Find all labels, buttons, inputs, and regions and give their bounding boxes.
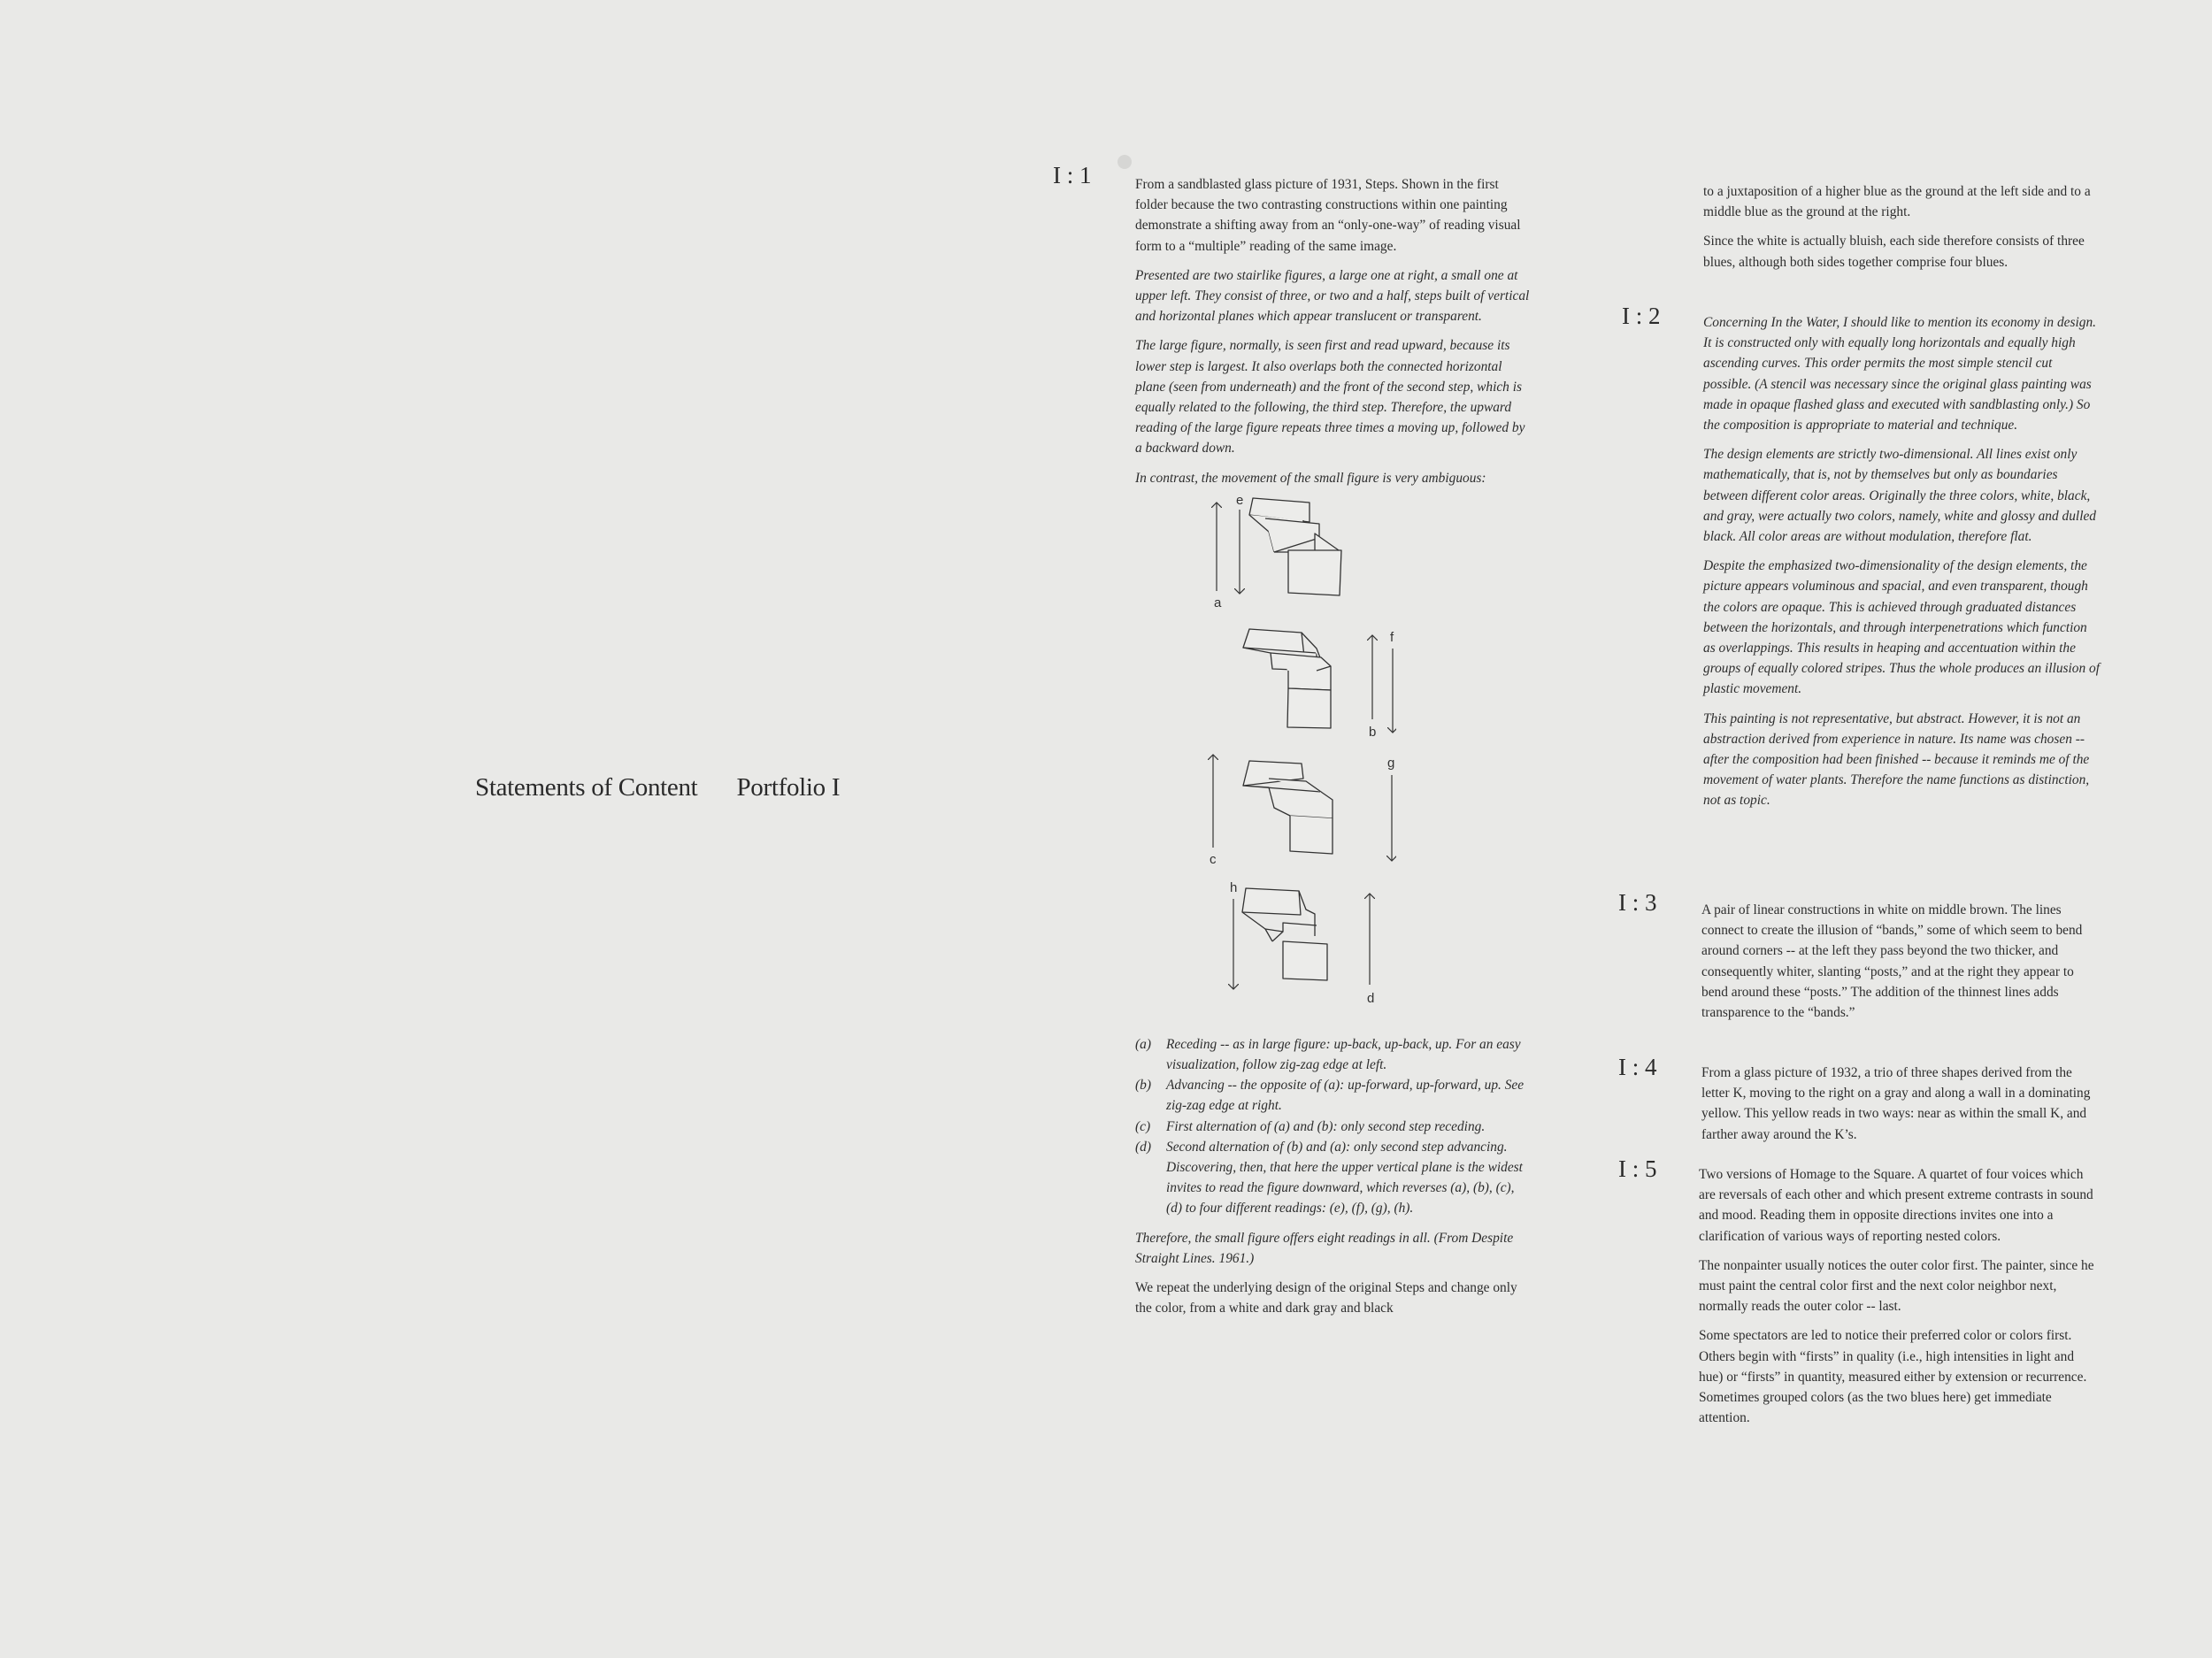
s2-paragraph-4: This painting is not representative, but abstract. However, it is not an abstraction derived from experience in nature. Its name was chosen -- after the composition had been finished -- because it reminds me of the movement of water plants. Therefore the name functions as distinction, not as topic. bbox=[1703, 710, 2090, 809]
s1-paragraph-2: Presented are two stairlike figures, a large one at right, a small one at upper left. They consist of three, or two and a half, steps built of vertical and horizontal planes which appear translucent or transparent. bbox=[1135, 267, 1530, 325]
s1-paragraph-1: From a sandblasted glass picture of 1931, Steps. Shown in the first folder because the two contrasting constructions within one painting demonstrate a shifting away from an “only-one-way” of reading visual form to a “multiple” reading of the same image. bbox=[1135, 177, 1521, 254]
readings-list bbox=[1135, 1034, 1530, 1219]
s1-paragraph-3: The large figure, normally, is seen first and read upward, because its lower step is largest. It also overlaps both the connected horizontal plane (seen from underneath) and the front of the second step, which is equally related to the following, the third step. Therefore, the upward reading of the large figure repeats three times a moving up, followed by a backward down. bbox=[1135, 338, 1525, 457]
section-4-body bbox=[1701, 1063, 2100, 1154]
paper-speck bbox=[1118, 155, 1132, 169]
s3-paragraph-1: A pair of linear constructions in white on middle brown. The lines connect to create the illusion of “bands,” some of which seem to bend around corners -- at the left they pass beyond the two thicker, and consequently whiter, slanting “posts,” and at the right they appear to bend around these “posts.” The addition of the thinnest lines adds transparence to the “bands.” bbox=[1701, 902, 2083, 1021]
section-number-2: I : 2 bbox=[1622, 303, 1661, 329]
diagram-label-e: e bbox=[1236, 493, 1244, 508]
section-5-body bbox=[1699, 1164, 2097, 1437]
reading-note-c bbox=[1135, 1117, 1530, 1137]
reading-note-d bbox=[1135, 1137, 1530, 1219]
note-text: Advancing -- the opposite of (a): up-forward, up-forward, up. See zig-zag edge at right. bbox=[1166, 1078, 1525, 1114]
s2-paragraph-2: The design elements are strictly two-dimensional. All lines exist only mathematically, that is, not by themselves but only as boundaries between different color areas. Originally the three colors, white, black, and gray, were actually two colors, namely, white and glossy and dulled black. All color areas are without modulation, therefore flat. bbox=[1703, 447, 2097, 545]
section-1-body bbox=[1135, 174, 1530, 1327]
diagram-label-d: d bbox=[1367, 990, 1375, 1006]
note-label: (a) bbox=[1135, 1036, 1151, 1052]
s5-paragraph-3: Some spectators are led to notice their preferred color or colors first. Others begin with “firsts” in quality (i.e., high intensities in light and hue) or “firsts” in quantity, measured either by extension or recurrence. Sometimes grouped colors (as the two blues here) get immediate attention. bbox=[1699, 1328, 2087, 1426]
section-number-5: I : 5 bbox=[1618, 1155, 1657, 1182]
diagram-label-f: f bbox=[1390, 629, 1394, 645]
s5-paragraph-2: The nonpainter usually notices the outer color first. The painter, since he must paint the central color first and the next color neighbor next, normally reads the outer color -- last. bbox=[1699, 1257, 2094, 1315]
note-label: (d) bbox=[1135, 1139, 1151, 1155]
section-2-body bbox=[1703, 312, 2101, 820]
reading-note-b bbox=[1135, 1075, 1530, 1116]
s1-paragraph-4: In contrast, the movement of the small figure is very ambiguous: bbox=[1135, 470, 1486, 486]
stair-figure-3 bbox=[1243, 761, 1333, 854]
stair-figure-4 bbox=[1242, 888, 1327, 980]
page-title bbox=[475, 773, 840, 802]
s2-paragraph-1: Concerning In the Water, I should like to mention its economy in design. It is constructed only with equally long horizontals and equally high ascending curves. This order permits the most simple stencil cut possible. (A stencil was necessary since the original glass painting was made in opaque flashed glass and executed with sandblasting only.) So the composition is appropriate to material and technique. bbox=[1703, 315, 2096, 434]
title-sub: Portfolio I bbox=[736, 773, 841, 802]
diagram-label-g: g bbox=[1387, 755, 1395, 771]
diagram-label-a: a bbox=[1214, 595, 1222, 610]
diagram-label-h: h bbox=[1230, 879, 1238, 895]
title-main: Statements of Content bbox=[475, 773, 698, 802]
note-label: (b) bbox=[1135, 1078, 1151, 1094]
section-1-continued bbox=[1703, 181, 2101, 281]
note-label: (c) bbox=[1135, 1118, 1151, 1134]
s1-paragraph-7: to a juxtaposition of a higher blue as the ground at the left side and to a middle blue as the ground at the right. bbox=[1703, 184, 2091, 220]
s1-paragraph-6: We repeat the underlying design of the original Steps and change only the color, from a white and dark gray and black bbox=[1135, 1280, 1517, 1316]
reading-note-a bbox=[1135, 1034, 1530, 1075]
stair-figure-1 bbox=[1249, 498, 1341, 595]
s1-paragraph-8: Since the white is actually bluish, each side therefore consists of three blues, although both sides together comprise four blues. bbox=[1703, 234, 2085, 270]
s4-paragraph-1: From a glass picture of 1932, a trio of three shapes derived from the letter K, moving to the right on a gray and along a wall in a dominating yellow. This yellow reads in two ways: near as within the small K, and farther away around the K’s. bbox=[1701, 1065, 2091, 1142]
diagram-label-b: b bbox=[1369, 724, 1377, 740]
s1-paragraph-5: Therefore, the small figure offers eight readings in all. (From Despite Straight Lines. 1961.) bbox=[1135, 1230, 1514, 1266]
diagram-label-c: c bbox=[1210, 851, 1217, 867]
section-number-3: I : 3 bbox=[1618, 889, 1657, 916]
s2-paragraph-3: Despite the emphasized two-dimensionality of the design elements, the picture appears voluminous and spacial, and even transparent, though the colors are opaque. This is achieved through graduated distances between the horizontals, and through interpenetrations which function as overlappings. This results in heaping and accentuation within the groups of equally colored stripes. Thus the whole produces an illusion of plastic movement. bbox=[1703, 558, 2101, 697]
section-3-body bbox=[1701, 900, 2100, 1032]
stair-figure-diagram bbox=[1184, 494, 1396, 1011]
section-number-4: I : 4 bbox=[1618, 1054, 1657, 1080]
note-text: Second alternation of (b) and (a): only second step advancing. Discovering, then, that here the upper vertical plane is the widest invites to read the figure downward, which reverses (a), (b), (c), (d) to four different readings: (e), (f), (g), (h). bbox=[1166, 1139, 1523, 1217]
note-text: Receding -- as in large figure: up-back, up-back, up. For an easy visualization, follow zig-zag edge at left. bbox=[1166, 1036, 1521, 1073]
note-text: First alternation of (a) and (b): only second step receding. bbox=[1166, 1118, 1486, 1134]
s5-paragraph-1: Two versions of Homage to the Square. A quartet of four voices which are reversals of each other and which present extreme contrasts in sound and mood. Reading them in opposite directions invites one into a clarification of various ways of reporting nested colors. bbox=[1699, 1167, 2093, 1244]
stair-figure-2 bbox=[1243, 629, 1331, 728]
section-number-1: I : 1 bbox=[1053, 162, 1092, 188]
